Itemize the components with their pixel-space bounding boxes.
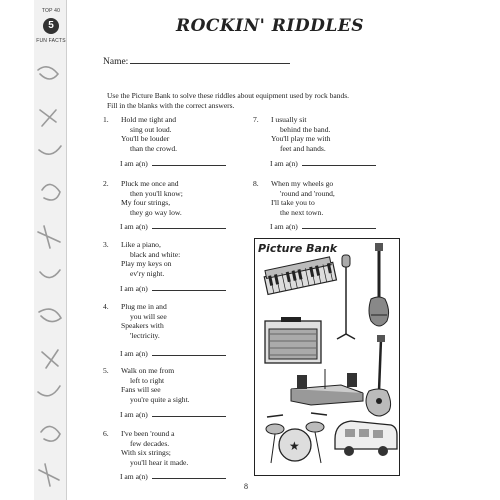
answer-label: I am a(n)	[120, 349, 148, 358]
answer-field[interactable]	[302, 158, 376, 166]
riddle-line: 'round and 'round,	[280, 188, 335, 198]
riddle-line: black and white:	[130, 249, 181, 259]
drum-kit-icon	[266, 413, 327, 463]
answer-label: I am a(n)	[270, 222, 298, 231]
riddle-line: you're quite a sight.	[130, 394, 190, 404]
riddle-line: Pluck me once and	[121, 179, 179, 188]
answer-field[interactable]	[152, 348, 226, 356]
riddle-number: 1.	[103, 115, 109, 124]
answer-label: I am a(n)	[120, 284, 148, 293]
riddle-number: 2.	[103, 179, 109, 188]
riddle-line: 'lectricity.	[130, 330, 160, 340]
picture-bank	[254, 238, 400, 476]
electric-guitar-icon	[366, 335, 391, 416]
riddle-number: 4.	[103, 302, 109, 311]
riddle-line: You'll be louder	[121, 134, 170, 144]
bass-guitar-icon	[369, 243, 389, 326]
microphone-icon	[337, 255, 355, 339]
badge-number: 5	[43, 18, 59, 34]
answer-field[interactable]	[152, 158, 226, 166]
answer-label: I am a(n)	[120, 159, 148, 168]
riddle-number: 6.	[103, 429, 109, 438]
riddle-number: 8.	[253, 179, 259, 188]
keyboard-icon	[263, 256, 336, 294]
riddle-number: 5.	[103, 366, 109, 375]
riddle-line: Like a piano,	[121, 240, 161, 249]
stage-icon	[291, 369, 363, 405]
riddle-line: you will see	[130, 311, 167, 321]
page-number: 8	[244, 482, 248, 491]
riddle-line: With six strings;	[121, 448, 171, 458]
riddle-line: you'll hear it made.	[130, 457, 189, 467]
answer-1	[120, 158, 226, 168]
riddle-line: ev'ry night.	[130, 268, 165, 278]
badge-top-text: TOP 40	[41, 8, 61, 14]
music-note-pattern-icon	[34, 0, 66, 500]
riddle-line: than the crowd.	[130, 143, 178, 153]
riddle-line: behind the band.	[280, 124, 331, 134]
riddle-line: Hold me tight and	[121, 115, 177, 124]
tour-bus-icon	[335, 421, 397, 456]
instruction-line: Fill in the blanks with the correct answers.	[107, 101, 235, 110]
answer-label: I am a(n)	[120, 222, 148, 231]
riddle-line: feet and hands.	[280, 143, 326, 153]
amplifier-icon	[265, 317, 321, 363]
riddle-line: Play my keys on	[121, 259, 172, 269]
name-field[interactable]	[130, 55, 290, 64]
riddle-line: Speakers with	[121, 321, 164, 331]
riddle-line: I usually sit	[271, 115, 307, 124]
page-badge	[36, 4, 66, 50]
picture-bank-title: Picture Bank	[258, 242, 338, 255]
answer-6	[120, 471, 226, 481]
answer-field[interactable]	[152, 471, 226, 479]
riddle-number: 3.	[103, 240, 109, 249]
answer-4	[120, 348, 226, 358]
page-title: ROCKIN' RIDDLES	[175, 16, 365, 36]
picture-bank-illustrations	[255, 239, 399, 475]
name-row	[103, 55, 290, 67]
riddle-line: sing out loud.	[130, 124, 172, 134]
answer-label: I am a(n)	[120, 410, 148, 419]
answer-3	[120, 283, 226, 293]
riddle-line: You'll play me with	[271, 134, 331, 144]
answer-field[interactable]	[152, 283, 226, 291]
riddle-line: When my wheels go	[271, 179, 334, 188]
answer-8	[270, 221, 376, 231]
answer-field[interactable]	[152, 221, 226, 229]
riddle-number: 7.	[253, 115, 259, 124]
answer-2	[120, 221, 226, 231]
answer-label: I am a(n)	[270, 159, 298, 168]
riddle-line: then you'll know;	[130, 188, 183, 198]
answer-7	[270, 158, 376, 168]
answer-5	[120, 409, 226, 419]
answer-field[interactable]	[152, 409, 226, 417]
instructions	[107, 91, 407, 111]
decorative-sidebar	[34, 0, 67, 500]
answer-label: I am a(n)	[120, 472, 148, 481]
instruction-line: Use the Picture Bank to solve these riddles about equipment used by rock bands.	[107, 91, 350, 100]
riddle-line: I've been 'round a	[121, 429, 175, 438]
riddle-line: the next town.	[280, 207, 324, 217]
riddle-line: Fans will see	[121, 385, 161, 395]
riddle-line: they go way low.	[130, 207, 182, 217]
riddle-line: left to right	[130, 375, 165, 385]
riddle-line: few decades.	[130, 438, 170, 448]
riddle-line: My four strings,	[121, 198, 171, 208]
badge-bottom-text: FUN FACTS	[36, 38, 66, 44]
name-label: Name:	[103, 57, 129, 67]
answer-field[interactable]	[302, 221, 376, 229]
riddle-line: Plug me in and	[121, 302, 167, 311]
riddle-line: I'll take you to	[271, 198, 315, 208]
riddle-line: Walk on me from	[121, 366, 175, 375]
svg-text:★: ★	[289, 439, 300, 453]
